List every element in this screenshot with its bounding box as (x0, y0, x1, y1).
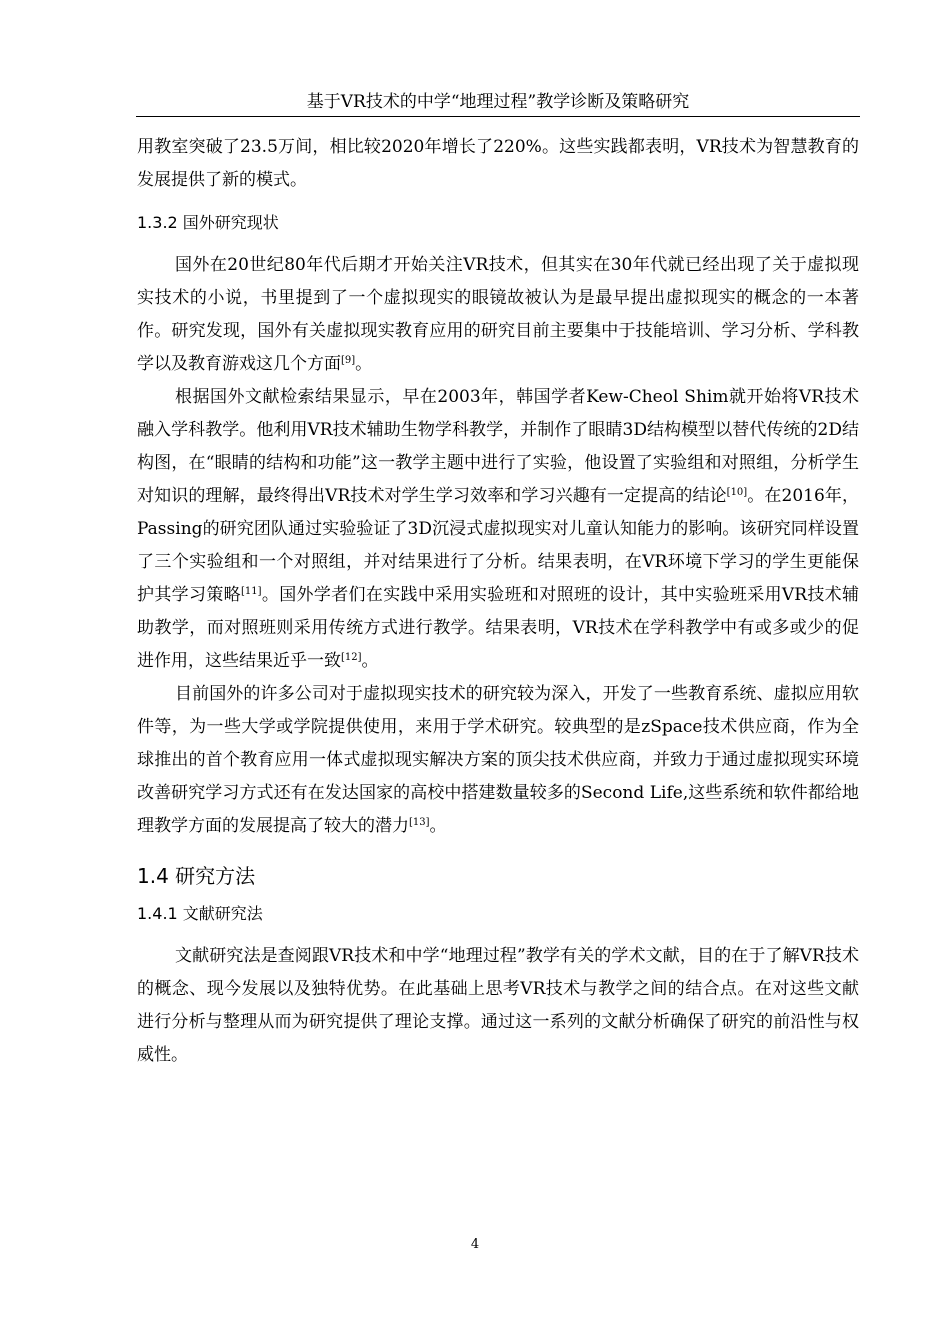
header-divider (136, 116, 860, 117)
running-header-title: 基于VR技术的中学“地理过程”教学诊断及策略研究 (306, 92, 690, 112)
citation-ref-13: [13] (409, 817, 430, 828)
citation-ref-12: [12] (341, 652, 362, 663)
paragraph-end: 。 (429, 816, 447, 836)
paragraph-text: 国外在20世纪80年代后期才开始关注VR技术，但其实在30年代就已经出现了关于虚拟现实技术的小说，书里提到了一个虚拟现实的眼镜故被认为是最早提出虚拟现实的概念的一本著作。研究发现，国外有关虚拟现实教育应用的研究目前主要集中于技能培训、学习分析、学科教学以及教育游戏这几个方面 (137, 255, 859, 374)
paragraph-companies (137, 678, 859, 843)
paragraph-end: 。 (361, 651, 379, 671)
section-heading-1-4-1: 1.4.1 文献研究法 (137, 904, 263, 923)
citation-ref-9: [9] (341, 355, 356, 366)
citation-ref-11: [11] (241, 586, 262, 597)
paragraph-literature-method: 文献研究法是查阅跟VR技术和中学“地理过程”教学有关的学术文献，目的在于了解VR技术的概念、现今发展以及独特优势。在此基础上思考VR技术与教学之间的结合点。在对这些文献进行分析与整理从而为研究提供了理论支撑。通过这一系列的文献分析确保了研究的前沿性与权威性。 (137, 946, 859, 1065)
paragraph-text: 。在2016年，Passing的研究团队通过实验验证了3D沉浸式虚拟现实对儿童认知能力的影响。该研究同样设置了三个实验组和一个对照组，并对结果进行了分析。结果表明，在VR环境下学习的学生更能保护其学习策略 (137, 486, 859, 605)
page-body (137, 131, 859, 1072)
paragraph-literature-review (137, 381, 859, 678)
paragraph-text: 目前国外的许多公司对于虚拟现实技术的研究较为深入，开发了一些教育系统、虚拟应用软件等，为一些大学或学院提供使用，来用于学术研究。较典型的是zSpace技术供应商，作为全球推出的首个教育应用一体式虚拟现实解决方案的顶尖技术供应商，并致力于通过虚拟现实环境改善研究学习方式还有在发达国家的高校中搭建数量较多的Second Life,这些系统和软件都给地理教学方面的发展提高了较大的潜力 (137, 684, 859, 836)
paragraph-foreign-research-intro (137, 249, 859, 381)
section-heading-1-3-2: 1.3.2 国外研究现状 (137, 213, 279, 232)
paragraph-continued: 用教室突破了23.5万间，相比较2020年增长了220%。这些实践都表明，VR技术为智慧教育的发展提供了新的模式。 (137, 137, 859, 190)
citation-ref-10: [10] (726, 487, 748, 498)
paragraph-text: 根据国外文献检索结果显示，早在2003年，韩国学者Kew-Cheol Shim就开始将VR技术融入学科教学。他利用VR技术辅助生物学科教学，并制作了眼睛3D结构模型以替代传统的2D结构图，在“眼睛的结构和功能”这一教学主题中进行了实验，他设置了实验组和对照组，分析学生对知识的理解，最终得出VR技术对学生学习效率和学习兴趣有一定提高的结论 (137, 387, 859, 506)
paragraph-text: 。国外学者们在实践中采用实验班和对照班的设计，其中实验班采用VR技术辅助教学，而对照班则采用传统方式进行教学。结果表明，VR技术在学科教学中有或多或少的促进作用，这些结果近乎一致 (137, 585, 860, 671)
paragraph-end: 。 (355, 354, 373, 374)
section-heading-1-4: 1.4 研究方法 (137, 864, 256, 888)
page-number: 4 (470, 1237, 480, 1252)
